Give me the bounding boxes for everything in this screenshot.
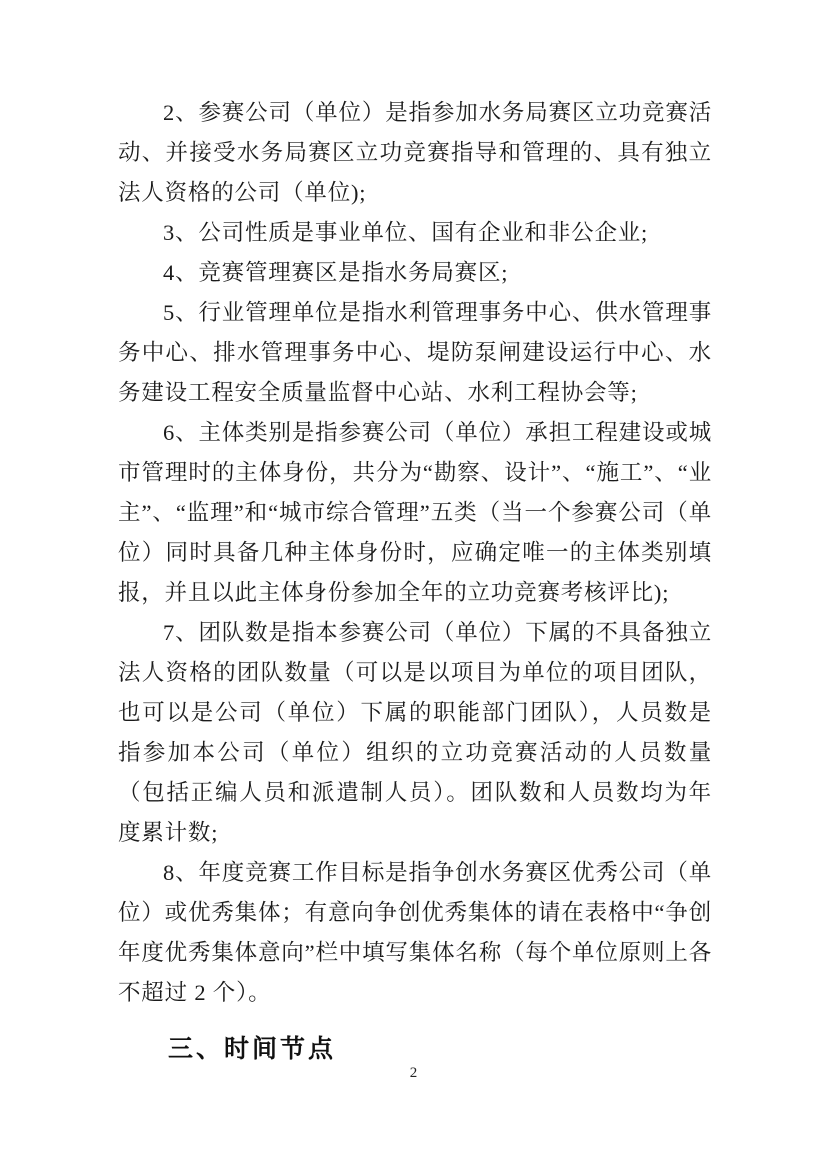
paragraph-item-7: 7、团队数是指本参赛公司（单位）下属的不具备独立法人资格的团队数量（可以是以项目为单位的项目团队，也可以是公司（单位）下属的职能部门团队），人员数是指参加本公司（单位）组织的立功竞赛活动的人员数量（包括正编人员和派遣制人员）。团队数和人员数均为年度累计数; [118, 620, 712, 845]
section-heading-time-nodes: 三、时间节点 [168, 1034, 337, 1063]
document-body [118, 93, 712, 1065]
paragraph-item-5: 5、行业管理单位是指水利管理事务中心、供水管理事务中心、排水管理事务中心、堤防泵闸建设运行中心、水务建设工程安全质量监督中心站、水利工程协会等; [118, 300, 712, 405]
paragraph-item-3: 3、公司性质是事业单位、国有企业和非公企业; [163, 220, 649, 245]
paragraph-item-6: 6、主体类别是指参赛公司（单位）承担工程建设或城市管理时的主体身份，共分为“勘察、设计”、“施工”、“业主”、“监理”和“城市综合管理”五类（当一个参赛公司（单位）同时具备几种主体身份时，应确定唯一的主体类别填报，并且以此主体身份参加全年的立功竞赛考核评比); [118, 420, 712, 605]
paragraph-item-4: 4、竞赛管理赛区是指水务局赛区; [163, 260, 509, 285]
page-number: 2 [409, 1065, 418, 1081]
paragraph-item-2: 2、参赛公司（单位）是指参加水务局赛区立功竞赛活动、并接受水务局赛区立功竞赛指导和管理的、具有独立法人资格的公司（单位); [118, 100, 712, 205]
paragraph-item-8: 8、年度竞赛工作目标是指争创水务赛区优秀公司（单位）或优秀集体；有意向争创优秀集体的请在表格中“争创年度优秀集体意向”栏中填写集体名称（每个单位原则上各不超过 2 个）。 [118, 860, 712, 1005]
